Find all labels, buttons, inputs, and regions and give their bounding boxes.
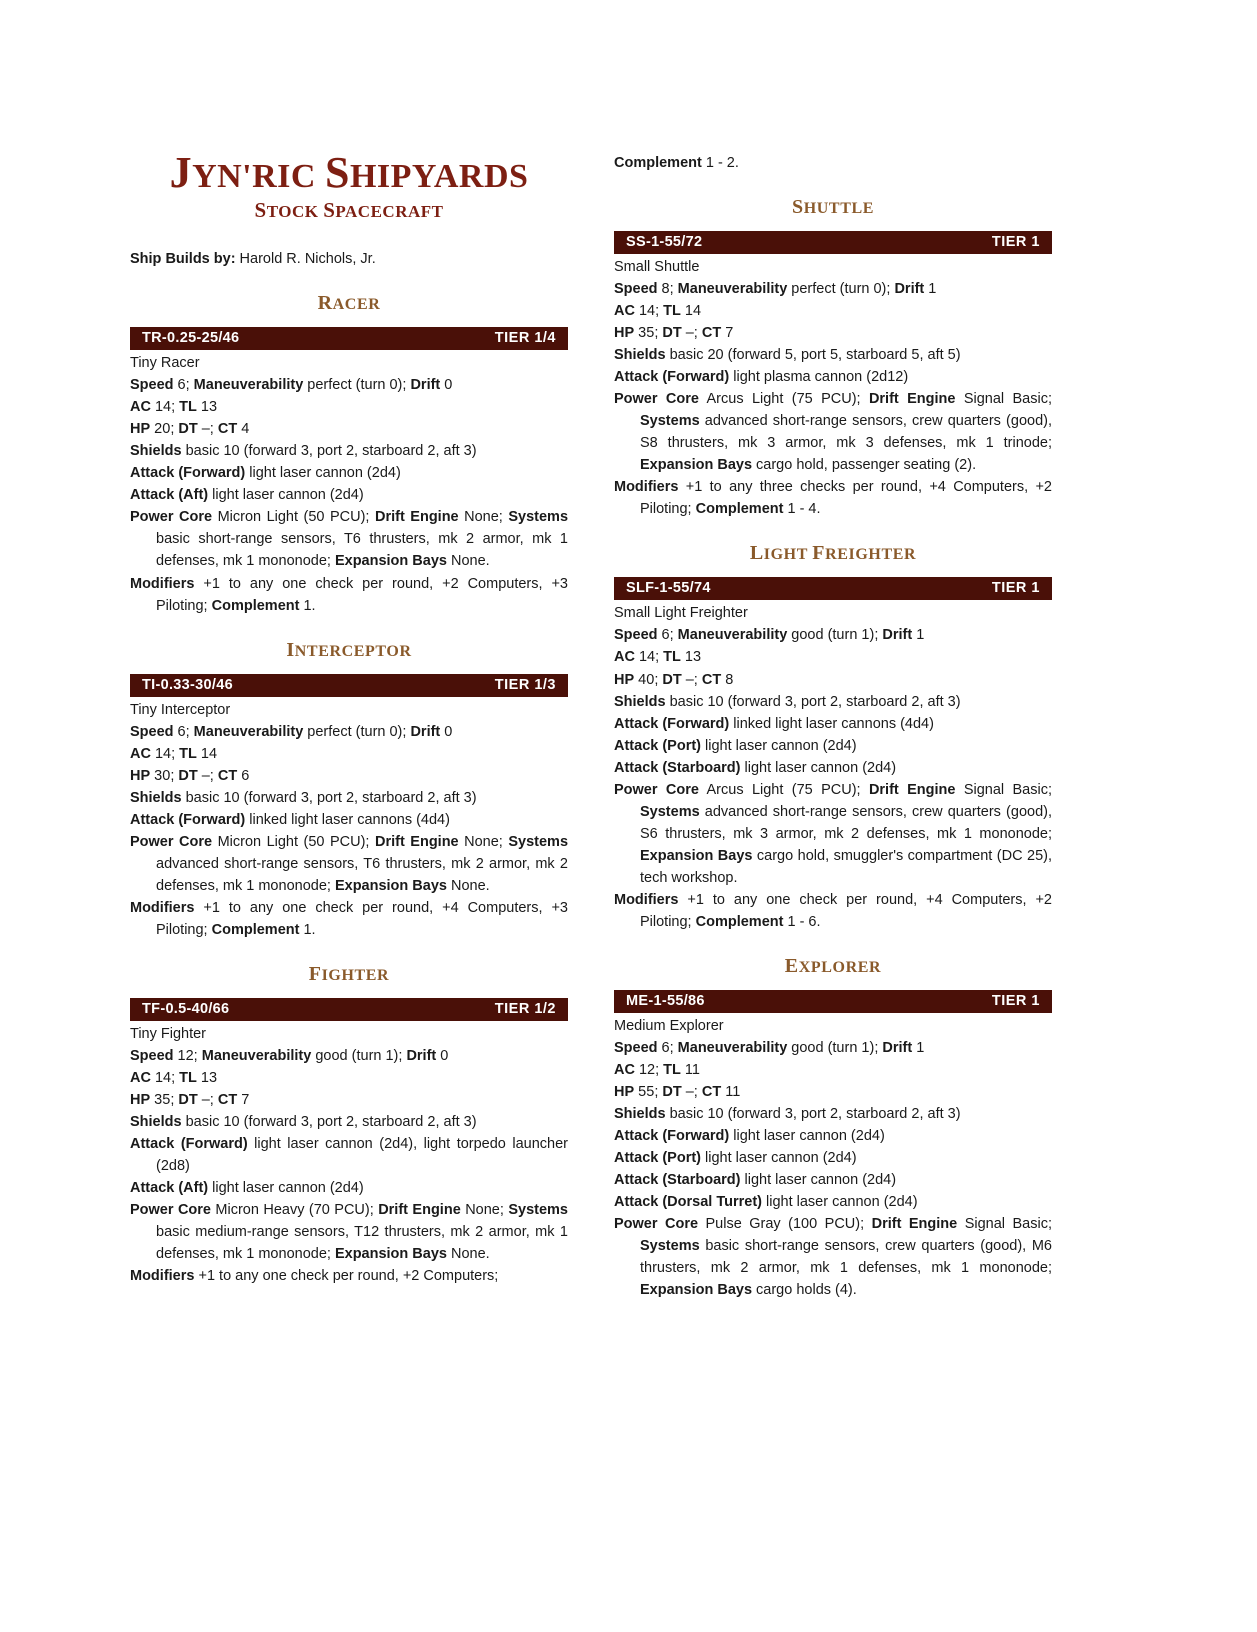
credit-label: Ship Builds by: bbox=[130, 251, 236, 268]
statblock-line: Power Core Micron Light (50 PCU); Drift Engine None; Systems basic short-range sensors, T6 thrusters, mk 2 armor, mk 1 defenses, mk 1 mononode; Expansion Bays None. bbox=[130, 509, 569, 570]
statblock-line: Speed 6; Maneuverability good (turn 1); Drift 1 bbox=[614, 627, 925, 644]
statblock-line: AC 14; TL 13 bbox=[130, 1069, 218, 1086]
statblock-line: Power Core Arcus Light (75 PCU); Drift Engine Signal Basic; Systems advanced short-range sensors, crew quarters (good), S8 thrusters, mk 3 armor, mk 3 defenses, mk 1 trinode; Expansion Bays cargo hold, passenger seating (2). bbox=[614, 391, 1052, 474]
statblock-type: Tiny Racer bbox=[130, 355, 200, 372]
page-subtitle: STOCK SPACECRAFT bbox=[254, 198, 444, 223]
statblock-line: AC 14; TL 14 bbox=[614, 303, 702, 320]
statblock-name: SLF-1-55/74 bbox=[626, 580, 711, 597]
section-heading-interceptor: INTERCEPTOR bbox=[286, 638, 412, 661]
statblock-line: Attack (Forward) light laser cannon (2d4) bbox=[130, 465, 401, 482]
statblock-line: AC 14; TL 14 bbox=[130, 745, 218, 762]
section-heading-fighter: FIGHTER bbox=[308, 962, 390, 985]
statblock bbox=[614, 577, 1052, 932]
title-block bbox=[130, 150, 568, 223]
statblock-line: Speed 6; Maneuverability perfect (turn 0); Drift 0 bbox=[130, 723, 453, 740]
statblock-type: Medium Explorer bbox=[614, 1017, 724, 1034]
statblock-line: Speed 12; Maneuverability good (turn 1); Drift 0 bbox=[130, 1047, 449, 1064]
statblock-body bbox=[614, 1013, 1052, 1301]
statblock-line: HP 35; DT –; CT 7 bbox=[614, 325, 734, 342]
statblock-line: Speed 6; Maneuverability good (turn 1); Drift 1 bbox=[614, 1039, 925, 1056]
statblock-body bbox=[130, 697, 568, 941]
statblock-line: Attack (Starboard) light laser cannon (2d4) bbox=[614, 1172, 897, 1189]
statblock-line: Power Core Arcus Light (75 PCU); Drift Engine Signal Basic; Systems advanced short-range sensors, crew quarters (good), S6 thrusters, mk 3 armor, mk 2 defenses, mk 1 mononode; Expansion Bays cargo hold, smuggler's compartment (DC 25), tech workshop. bbox=[614, 781, 1052, 886]
statblock-line: Attack (Forward) light laser cannon (2d4) bbox=[614, 1128, 885, 1145]
statblock-line: Attack (Aft) light laser cannon (2d4) bbox=[130, 1180, 364, 1197]
statblock-line: HP 35; DT –; CT 7 bbox=[130, 1092, 250, 1109]
statblock-line: Attack (Dorsal Turret) light laser cannon (2d4) bbox=[614, 1194, 918, 1211]
statblock-line: HP 40; DT –; CT 8 bbox=[614, 671, 734, 688]
statblock-header bbox=[614, 577, 1052, 600]
credit-value: Harold R. Nichols, Jr. bbox=[235, 251, 376, 268]
statblock-header bbox=[130, 327, 568, 350]
statblock-tier: TIER 1 bbox=[991, 234, 1040, 251]
statblock-tier: TIER 1/3 bbox=[494, 676, 556, 693]
statblock-name: TI-0.33-30/46 bbox=[142, 676, 233, 693]
statblock-tier: TIER 1/4 bbox=[494, 330, 556, 347]
statblock-header bbox=[614, 231, 1052, 254]
section-heading-light-freighter: LIGHT FREIGHTER bbox=[749, 542, 917, 565]
statblock-line: Power Core Pulse Gray (100 PCU); Drift Engine Signal Basic; Systems basic short-range sensors, crew quarters (good), M6 thrusters, mk 2 armor, mk 1 defenses, mk 1 mononode; Expansion Bays cargo holds (4). bbox=[614, 1216, 1052, 1299]
statblock-line: HP 55; DT –; CT 11 bbox=[614, 1083, 741, 1100]
statblock-line: Shields basic 10 (forward 3, port 2, starboard 2, aft 3) bbox=[130, 443, 477, 460]
continuation-line bbox=[614, 150, 1052, 174]
statblock-tier: TIER 1 bbox=[991, 580, 1040, 597]
statblock-line: AC 12; TL 11 bbox=[614, 1061, 700, 1078]
statblock-line: Attack (Forward) light plasma cannon (2d12) bbox=[614, 369, 909, 386]
page-title: JYN'RIC SHIPYARDS bbox=[169, 148, 529, 197]
statblock-line: Attack (Forward) light laser cannon (2d4), light torpedo launcher (2d8) bbox=[130, 1136, 568, 1175]
statblock-line: Shields basic 10 (forward 3, port 2, starboard 2, aft 3) bbox=[130, 1114, 477, 1131]
right-column bbox=[614, 150, 1052, 1307]
statblock-type: Tiny Interceptor bbox=[130, 701, 231, 718]
statblock-name: TF-0.5-40/66 bbox=[142, 1000, 230, 1017]
statblock-header bbox=[614, 990, 1052, 1013]
statblock-header bbox=[130, 998, 568, 1021]
statblock-line: Attack (Forward) linked light laser cannons (4d4) bbox=[130, 811, 450, 828]
section-heading-shuttle: SHUTTLE bbox=[791, 196, 875, 219]
statblock-name: ME-1-55/86 bbox=[626, 992, 705, 1009]
left-sections bbox=[130, 292, 568, 1287]
statblock-type: Small Light Freighter bbox=[614, 605, 748, 622]
right-sections bbox=[614, 196, 1052, 1301]
credit-line bbox=[130, 249, 568, 270]
statblock-line: Attack (Aft) light laser cannon (2d4) bbox=[130, 487, 364, 504]
statblock-name: TR-0.25-25/46 bbox=[142, 330, 240, 347]
statblock-body bbox=[614, 600, 1052, 932]
statblock-body bbox=[130, 1021, 568, 1287]
statblock-line: Shields basic 10 (forward 3, port 2, starboard 2, aft 3) bbox=[614, 693, 961, 710]
statblock-line: Modifiers +1 to any one check per round, +2 Computers; bbox=[130, 1268, 499, 1285]
statblock-line: HP 20; DT –; CT 4 bbox=[130, 421, 250, 438]
statblock-line: Modifiers +1 to any one check per round, +4 Computers, +2 Piloting; Complement 1 - 6. bbox=[614, 891, 1052, 930]
statblock-body bbox=[614, 254, 1052, 520]
statblock-line: Speed 6; Maneuverability perfect (turn 0); Drift 0 bbox=[130, 377, 453, 394]
complement-continuation: Complement 1 - 2. bbox=[614, 155, 739, 171]
section-heading-racer: RACER bbox=[317, 292, 381, 315]
statblock-name: SS-1-55/72 bbox=[626, 234, 703, 251]
statblock-body bbox=[130, 350, 568, 616]
statblock-line: Power Core Micron Heavy (70 PCU); Drift Engine None; Systems basic medium-range sensors, T12 thrusters, mk 2 armor, mk 1 defenses, mk 1 mononode; Expansion Bays None. bbox=[130, 1202, 568, 1263]
statblock-line: Modifiers +1 to any three checks per round, +4 Computers, +2 Piloting; Complement 1 - 4. bbox=[614, 479, 1052, 518]
statblock-line: AC 14; TL 13 bbox=[614, 649, 702, 666]
statblock-line: Power Core Micron Light (50 PCU); Drift Engine None; Systems advanced short-range sensors, T6 thrusters, mk 2 armor, mk 2 defenses, mk 1 mononode; Expansion Bays None. bbox=[130, 833, 569, 894]
statblock-line: Attack (Starboard) light laser cannon (2d4) bbox=[614, 759, 897, 776]
section-heading-explorer: EXPLORER bbox=[784, 954, 882, 977]
statblock-line: Attack (Port) light laser cannon (2d4) bbox=[614, 737, 857, 754]
statblock bbox=[130, 674, 568, 941]
statblock-line: Modifiers +1 to any one check per round, +2 Computers, +3 Piloting; Complement 1. bbox=[130, 575, 568, 614]
statblock-line: AC 14; TL 13 bbox=[130, 399, 218, 416]
statblock bbox=[614, 231, 1052, 520]
statblock-line: Shields basic 20 (forward 5, port 5, starboard 5, aft 5) bbox=[614, 347, 961, 364]
statblock-line: Modifiers +1 to any one check per round, +4 Computers, +3 Piloting; Complement 1. bbox=[130, 899, 568, 938]
statblock-header bbox=[130, 674, 568, 697]
statblock-line: Speed 8; Maneuverability perfect (turn 0); Drift 1 bbox=[614, 281, 937, 298]
statblock-line: Shields basic 10 (forward 3, port 2, starboard 2, aft 3) bbox=[614, 1106, 961, 1122]
left-column bbox=[130, 150, 568, 1293]
statblock-line: Attack (Port) light laser cannon (2d4) bbox=[614, 1150, 857, 1167]
statblock-type: Small Shuttle bbox=[614, 259, 700, 276]
statblock-line: HP 30; DT –; CT 6 bbox=[130, 767, 250, 784]
statblock-tier: TIER 1 bbox=[991, 992, 1040, 1009]
statblock-line: Shields basic 10 (forward 3, port 2, starboard 2, aft 3) bbox=[130, 789, 477, 806]
statblock bbox=[614, 990, 1052, 1301]
statblock-type: Tiny Fighter bbox=[130, 1025, 207, 1042]
statblock-line: Attack (Forward) linked light laser cannons (4d4) bbox=[614, 715, 934, 732]
statblock-tier: TIER 1/2 bbox=[494, 1000, 556, 1017]
statblock bbox=[130, 998, 568, 1287]
statblock bbox=[130, 327, 568, 616]
two-column-layout bbox=[130, 150, 1127, 1307]
